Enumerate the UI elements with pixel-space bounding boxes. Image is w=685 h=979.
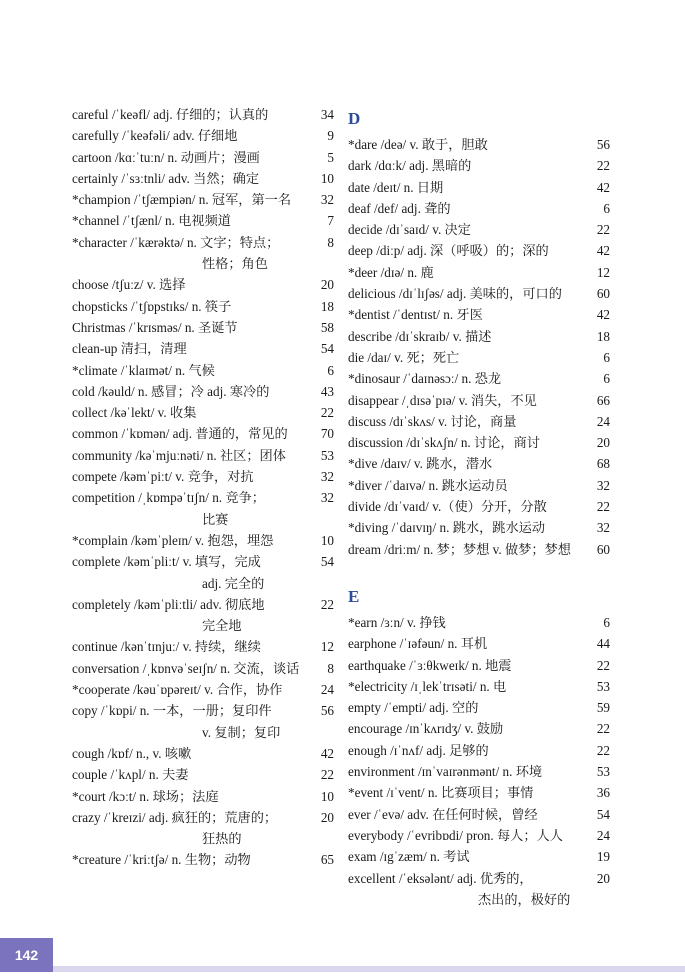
vocab-entry (72, 487, 334, 530)
vocab-text: competition /ˌkɒmpəˈtɪʃn/ n. 竞争； (72, 490, 265, 506)
vocab-text: Christmas /ˈkrɪsməs/ n. 圣诞节 (72, 319, 238, 335)
vocab-page-ref: 20 (320, 809, 334, 825)
vocab-text: *electricity /ɪˌlekˈtrɪsəti/ n. 电 (348, 678, 507, 694)
vocab-text: copy /ˈkɒpi/ n. 一本，一册；复印件 (72, 703, 272, 719)
vocab-entry (72, 104, 334, 125)
vocab-page-ref: 6 (327, 362, 334, 378)
vocab-page-ref: 22 (596, 158, 610, 174)
vocab-text: ever /ˈevə/ adv. 在任何时候，曾经 (348, 806, 538, 822)
vocab-text: *complain /kəmˈpleɪn/ v. 抱怨，埋怨 (72, 532, 274, 548)
vocab-page-ref: 32 (320, 469, 334, 485)
vocab-page-ref: 22 (596, 742, 610, 758)
vocab-text: empty /ˈempti/ adj. 空的 (348, 700, 479, 716)
vocab-entry (348, 868, 610, 911)
vocab-page-ref: 20 (596, 435, 610, 451)
vocab-entry (348, 697, 610, 718)
vocab-entry (72, 317, 334, 338)
page-number: 142 (0, 938, 53, 972)
vocab-entry (348, 177, 610, 198)
vocab-entry (72, 360, 334, 381)
vocab-text: decide /dɪˈsaɪd/ v. 决定 (348, 222, 471, 238)
vocab-entry (72, 210, 334, 231)
vocab-entry (72, 700, 334, 743)
vocab-page-ref: 19 (596, 849, 610, 865)
left-column (72, 104, 334, 871)
vocab-entry (348, 612, 610, 633)
vocab-text: dream /driːm/ n. 梦；梦想 v. 做梦；梦想 (348, 541, 571, 557)
vocab-page-ref: 56 (596, 137, 610, 152)
vocab-text: certainly /ˈsɜːtnli/ adv. 当然；确定 (72, 170, 260, 186)
vocab-page-ref: 70 (320, 426, 334, 442)
vocab-page-ref: 32 (596, 477, 610, 493)
vocab-entry (348, 283, 610, 304)
vocab-text: deaf /def/ adj. 聋的 (348, 200, 451, 216)
vocab-entry (348, 219, 610, 240)
vocab-text: complete /kəmˈpliːt/ v. 填写，完成 (72, 554, 261, 570)
vocab-page-ref: 8 (327, 234, 334, 250)
vocab-page-ref: 6 (603, 371, 610, 387)
vocab-text: *character /ˈkærəktə/ n. 文字；特点； (72, 234, 280, 250)
vocab-entry (72, 530, 334, 551)
vocab-entry (348, 761, 610, 782)
vocab-entry (72, 168, 334, 189)
vocab-page-ref: 22 (320, 596, 334, 612)
vocab-text: disappear /ˌdɪsəˈpɪə/ v. 消失，不见 (348, 392, 537, 408)
vocab-text: *dinosaur /ˈdaɪnəsɔː/ n. 恐龙 (348, 371, 502, 387)
vocab-text: *champion /ˈtʃæmpiən/ n. 冠军，第一名 (72, 192, 292, 208)
vocab-text: cold /kəuld/ n. 感冒；冷 adj. 寒冷的 (72, 383, 270, 399)
vocab-entry (72, 658, 334, 679)
vocab-page-ref: 53 (596, 678, 610, 694)
vocab-page-ref: 8 (327, 660, 334, 676)
vocab-entry (348, 676, 610, 697)
vocab-text: collect /kəˈlekt/ v. 收集 (72, 405, 197, 421)
vocab-text: date /deɪt/ n. 日期 (348, 179, 444, 195)
vocab-entry (348, 198, 610, 219)
vocab-entry (348, 304, 610, 325)
vocab-entry (348, 411, 610, 432)
vocab-text: careful /ˈkeəfl/ adj. 仔细的；认真的 (72, 107, 269, 122)
vocab-entry (348, 155, 610, 176)
vocab-text: *diver /ˈdaɪvə/ n. 跳水运动员 (348, 477, 508, 493)
vocab-text: couple /ˈkʌpl/ n. 夫妻 (72, 767, 189, 783)
vocab-page-ref: 12 (596, 264, 610, 280)
vocab-page-ref: 53 (596, 764, 610, 780)
vocab-page-ref: 32 (320, 490, 334, 506)
right-column (348, 104, 610, 910)
vocab-continuation: 比赛 (202, 511, 229, 527)
vocab-entry (348, 718, 610, 739)
vocab-entry (72, 445, 334, 466)
vocab-entry (348, 517, 610, 538)
vocab-text: choose /tʃuːz/ v. 选择 (72, 277, 186, 293)
vocab-entry (348, 453, 610, 474)
vocab-entry (348, 655, 610, 676)
vocab-entry (348, 496, 610, 517)
vocab-page-ref: 12 (320, 639, 334, 655)
vocab-page-ref: 6 (603, 614, 610, 630)
vocab-page-ref: 59 (596, 700, 610, 716)
vocab-entry (72, 679, 334, 700)
vocab-entry (348, 368, 610, 389)
vocab-text: compete /kəmˈpiːt/ v. 竞争，对抗 (72, 469, 254, 485)
vocab-continuation: v. 复制；复印 (202, 724, 281, 740)
vocab-entry (348, 262, 610, 283)
vocab-text: *dive /daɪv/ v. 跳水，潜水 (348, 456, 493, 472)
section-letter: D (348, 109, 361, 128)
vocab-page-ref: 7 (327, 213, 334, 229)
vocab-text: community /kəˈmjuːnəti/ n. 社区；团体 (72, 447, 286, 463)
vocab-entry (348, 633, 610, 654)
vocab-entry (348, 804, 610, 825)
vocab-entry (72, 125, 334, 146)
vocab-page-ref: 22 (320, 405, 334, 421)
vocab-text: everybody /ˈevribɒdi/ pron. 每人；人人 (348, 827, 563, 843)
vocab-entry (72, 338, 334, 359)
vocab-entry (72, 466, 334, 487)
vocab-text: *event /ɪˈvent/ n. 比赛项目；事情 (348, 785, 534, 801)
vocab-page-ref: 22 (596, 499, 610, 515)
vocab-entry (348, 846, 610, 867)
vocab-text: *dentist /ˈdentɪst/ n. 牙医 (348, 307, 483, 323)
vocab-page-ref: 10 (320, 788, 334, 804)
vocab-entry (72, 296, 334, 317)
vocab-page-ref: 44 (596, 636, 610, 652)
vocab-text: common /ˈkɒmən/ adj. 普通的，常见的 (72, 426, 288, 442)
vocab-text: earthquake /ˈɜːθkweɪk/ n. 地震 (348, 657, 512, 673)
vocab-continuation: 狂热的 (202, 831, 242, 847)
vocab-page-ref: 20 (596, 870, 610, 886)
vocab-page-ref: 42 (596, 243, 610, 259)
vocab-entry (72, 232, 334, 275)
vocab-entry (348, 475, 610, 496)
vocab-entry (348, 825, 610, 846)
vocab-entry (72, 551, 334, 594)
vocab-page-ref: 34 (320, 107, 334, 122)
vocab-text: describe /dɪˈskraɪb/ v. 描述 (348, 328, 492, 344)
vocab-page-ref: 60 (596, 286, 610, 302)
vocab-text: *cooperate /kəuˈɒpəreɪt/ v. 合作，协作 (72, 682, 283, 698)
vocab-entry (72, 147, 334, 168)
vocab-text: conversation /ˌkɒnvəˈseɪʃn/ n. 交流，谈话 (72, 660, 300, 676)
vocab-page-ref: 54 (320, 554, 334, 570)
vocab-page-ref: 36 (596, 785, 610, 801)
bottom-strip (53, 966, 685, 972)
vocab-text: *creature /ˈkriːtʃə/ n. 生物；动物 (72, 852, 251, 868)
vocab-entry (72, 786, 334, 807)
vocab-entry (348, 432, 610, 453)
vocab-entry (348, 539, 610, 560)
vocab-text: die /daɪ/ v. 死；死亡 (348, 349, 460, 365)
vocab-entry (72, 849, 334, 870)
vocab-entry (72, 636, 334, 657)
vocab-page-ref: 42 (596, 307, 610, 323)
vocab-page-ref: 65 (320, 852, 334, 868)
vocab-page-ref: 56 (320, 703, 334, 719)
vocab-entry (72, 381, 334, 402)
vocab-text: continue /kənˈtɪnjuː/ v. 持续，继续 (72, 639, 261, 655)
vocab-text: environment /ɪnˈvaɪrənmənt/ n. 环境 (348, 764, 543, 780)
vocab-text: completely /kəmˈpliːtli/ adv. 彻底地 (72, 596, 265, 612)
vocab-page-ref: 24 (320, 682, 334, 698)
vocab-text: *deer /dɪə/ n. 鹿 (348, 264, 434, 280)
vocab-entry (72, 807, 334, 850)
vocab-entry (348, 347, 610, 368)
vocab-text: clean-up 清扫，清理 (72, 341, 187, 357)
vocab-page-ref: 5 (327, 149, 334, 165)
vocab-text: *court /kɔːt/ n. 球场；法庭 (72, 788, 219, 804)
vocab-text: excellent /ˈeksələnt/ adj. 优秀的， (348, 870, 533, 886)
vocab-text: *channel /ˈtʃænl/ n. 电视频道 (72, 213, 231, 229)
vocab-continuation: 杰出的，极好的 (478, 891, 571, 907)
vocab-continuation: adj. 完全的 (202, 575, 265, 591)
vocab-page-ref: 32 (596, 520, 610, 536)
vocab-page-ref: 68 (596, 456, 610, 472)
vocab-entry (72, 743, 334, 764)
vocab-text: cartoon /kɑːˈtuːn/ n. 动画片；漫画 (72, 149, 260, 165)
vocab-text: cough /kɒf/ n., v. 咳嗽 (72, 745, 192, 761)
vocab-page-ref: 32 (320, 192, 334, 208)
vocab-entry (348, 134, 610, 155)
vocab-text: enough /ɪˈnʌf/ adj. 足够的 (348, 742, 489, 758)
vocab-text: deep /diːp/ adj. 深（呼吸）的；深的 (348, 243, 549, 259)
vocab-page-ref: 42 (596, 179, 610, 195)
vocab-page-ref: 43 (320, 383, 334, 399)
vocab-entry (72, 764, 334, 785)
vocab-entry (348, 240, 610, 261)
vocab-page-ref: 10 (320, 532, 334, 548)
vocab-page-ref: 22 (596, 222, 610, 238)
vocab-text: *diving /ˈdaɪvɪŋ/ n. 跳水，跳水运动 (348, 520, 546, 536)
vocab-text: exam /ɪgˈzæm/ n. 考试 (348, 849, 470, 865)
vocab-page-ref: 54 (320, 341, 334, 357)
vocab-page-ref: 22 (596, 657, 610, 673)
vocab-text: chopsticks /ˈtʃɒpstɪks/ n. 筷子 (72, 298, 232, 314)
vocab-page-ref: 58 (320, 319, 334, 335)
vocab-text: dark /dɑːk/ adj. 黑暗的 (348, 158, 472, 174)
vocab-page-ref: 6 (603, 200, 610, 216)
vocab-page-ref: 20 (320, 277, 334, 293)
vocab-continuation: 完全地 (202, 618, 242, 634)
vocab-page-ref: 22 (596, 721, 610, 737)
vocab-text: *dare /deə/ v. 敢于，胆敢 (348, 137, 488, 152)
vocab-page-ref: 24 (596, 413, 610, 429)
vocab-entry (348, 782, 610, 803)
vocab-text: crazy /ˈkreɪzi/ adj. 疯狂的；荒唐的； (72, 809, 278, 825)
vocab-entry (72, 423, 334, 444)
vocab-text: encourage /ɪnˈkʌrɪdʒ/ v. 鼓励 (348, 721, 504, 737)
vocab-page-ref: 9 (327, 128, 334, 144)
vocab-page-ref: 60 (596, 541, 610, 557)
section-letter: E (348, 586, 360, 606)
vocab-text: carefully /ˈkeəfəli/ adv. 仔细地 (72, 128, 238, 144)
vocab-entry (72, 274, 334, 295)
vocab-entry (72, 189, 334, 210)
vocab-text: discuss /dɪˈskʌs/ v. 讨论，商量 (348, 413, 517, 429)
vocab-page-ref: 18 (320, 298, 334, 314)
vocab-continuation: 性格；角色 (202, 256, 268, 272)
vocab-page-ref: 66 (596, 392, 610, 408)
vocab-entry (72, 402, 334, 423)
vocab-text: earphone /ˈɪəfəun/ n. 耳机 (348, 636, 488, 652)
vocab-page-ref: 22 (320, 767, 334, 783)
vocab-page-ref: 24 (596, 827, 610, 843)
vocab-text: *earn /ɜːn/ v. 挣钱 (348, 614, 446, 630)
vocab-page-ref: 53 (320, 447, 334, 463)
vocab-page-ref: 54 (596, 806, 610, 822)
vocab-text: *climate /ˈklaɪmət/ n. 气候 (72, 362, 215, 378)
vocab-page-ref: 10 (320, 170, 334, 186)
vocab-page-ref: 6 (603, 349, 610, 365)
vocab-text: delicious /dɪˈlɪʃəs/ adj. 美味的，可口的 (348, 286, 562, 302)
vocab-text: discussion /dɪˈskʌʃn/ n. 讨论，商讨 (348, 435, 540, 451)
vocab-page-ref: 18 (596, 328, 610, 344)
vocab-entry (348, 390, 610, 411)
section-gap (348, 560, 610, 582)
vocab-text: divide /dɪˈvaɪd/ v.（使）分开，分散 (348, 499, 547, 515)
vocab-page-ref: 42 (320, 745, 334, 761)
vocab-entry (348, 740, 610, 761)
vocab-entry (348, 326, 610, 347)
vocab-entry (72, 594, 334, 637)
